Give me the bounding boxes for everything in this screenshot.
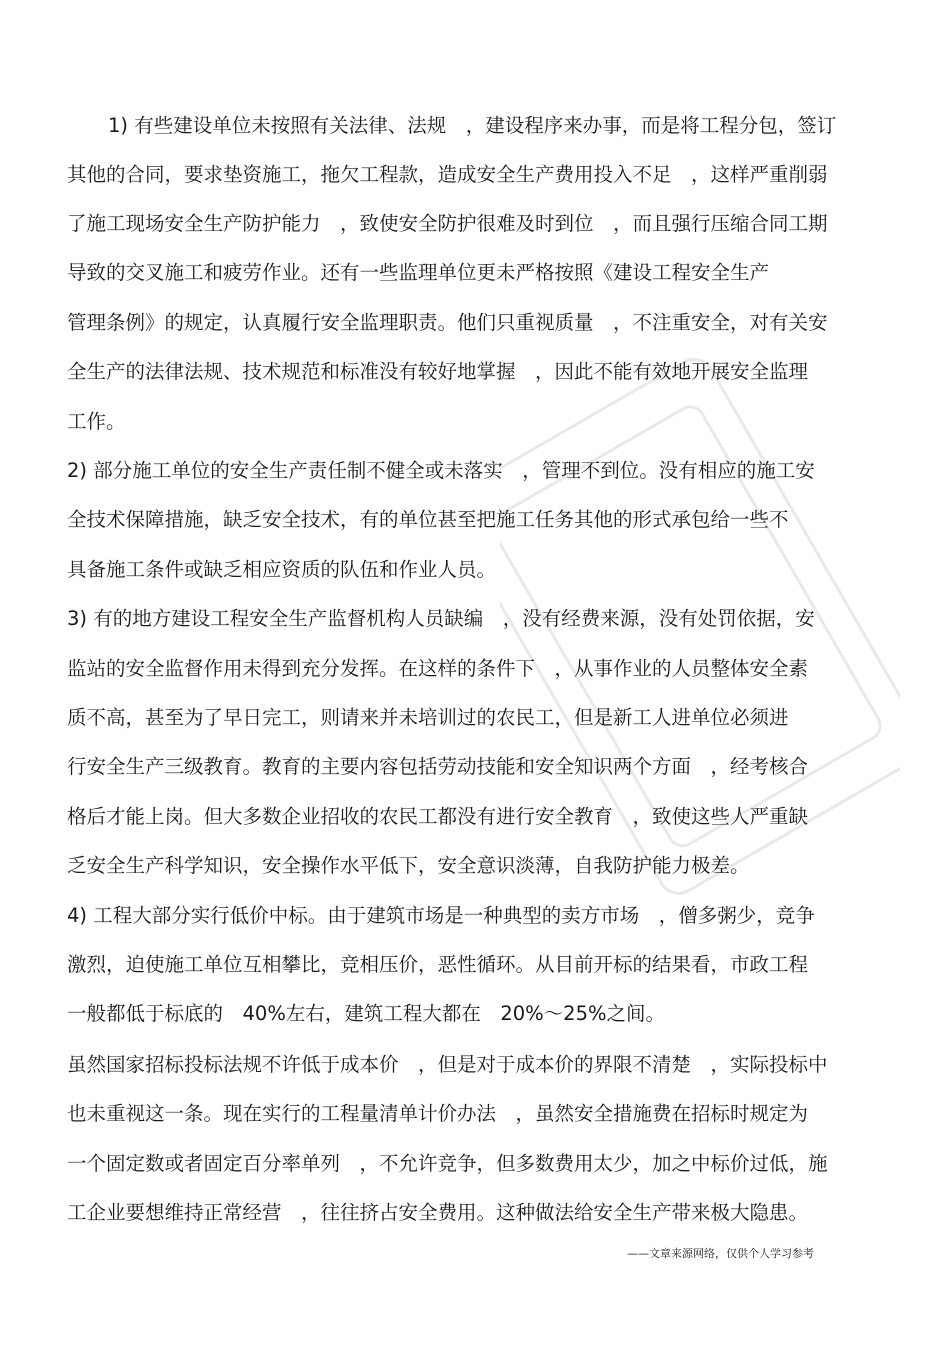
text-line: 乏安全生产科学知识，安全操作水平低下，安全意识淡薄，自我防护能力极差。 — [67, 854, 750, 877]
text-line: 导致的交叉施工和疲劳作业。还有一些监理单位更未严格按照《建设工程安全生产 — [67, 261, 770, 284]
text-line: 激烈，迫使施工单位互相攀比，竞相压价，恶性循环。从目前开标的结果看，市政工程 — [67, 953, 809, 976]
text-line: 其他的合同，要求垫资施工，拖欠工程款，造成安全生产费用投入不足 ，这样严重削弱 — [67, 163, 828, 186]
text-line: 也未重视这一条。现在实行的工程量清单计价办法 ，虽然安全措施费在招标时规定为 — [67, 1102, 809, 1125]
source-footnote: ——文章来源网络，仅供个人学习参考 — [627, 1247, 814, 1260]
text-line: 1) 有些建设单位未按照有关法律、法规 ，建设程序来办事，而是将工程分包，签订 — [108, 114, 837, 137]
text-line: 一个固定数或者固定百分率单列 ，不允许竞争，但多数费用太少，加之中标价过低，施 — [67, 1152, 828, 1175]
text-line: 全技术保障措施，缺乏安全技术，有的单位甚至把施工任务其他的形式承包给一些不 — [67, 508, 789, 531]
text-line: 监站的安全监督作用未得到充分发挥。在这样的条件下 ，从事作业的人员整体安全素 — [67, 657, 809, 680]
text-line: 全生产的法律法规、技术规范和标准没有较好地掌握 ，因此不能有效地开展安全监理 — [67, 360, 809, 383]
text-line: 工企业要想维持正常经营 ，往往挤占安全费用。这种做法给安全生产带来极大隐患。 — [67, 1201, 809, 1224]
text-line: 格后才能上岗。但大多数企业招收的农民工都没有进行安全教育 ，致使这些人严重缺 — [67, 805, 809, 828]
text-line: 管理条例》的规定，认真履行安全监理职责。他们只重视质量 ，不注重安全，对有关安 — [67, 311, 828, 334]
text-line: 一般都低于标底的 40%左右，建筑工程大都在 20%～25%之间。 — [67, 1002, 666, 1025]
text-line: 具备施工条件或缺乏相应资质的队伍和作业人员。 — [67, 558, 497, 581]
text-line: 4) 工程大部分实行低价中标。由于建筑市场是一种典型的卖方市场 ，僧多粥少，竞争 — [67, 904, 815, 927]
text-line: 3) 有的地方建设工程安全生产监督机构人员缺编 ，没有经费来源，没有处罚依据，安 — [67, 607, 815, 630]
text-line: 工作。 — [67, 410, 126, 433]
text-line: 行安全生产三级教育。教育的主要内容包括劳动技能和安全知识两个方面 ，经考核合 — [67, 755, 809, 778]
text-line: 质不高，甚至为了早日完工，则请来并未培训过的农民工，但是新工人进单位必须进 — [67, 706, 789, 729]
text-line: 了施工现场安全生产防护能力 ，致使安全防护很难及时到位 ，而且强行压缩合同工期 — [67, 212, 828, 235]
text-line: 2) 部分施工单位的安全生产责任制不健全或未落实 ，管理不到位。没有相应的施工安 — [67, 459, 815, 482]
text-line: 虽然国家招标投标法规不许低于成本价 ，但是对于成本价的界限不清楚 ，实际投标中 — [67, 1053, 828, 1076]
